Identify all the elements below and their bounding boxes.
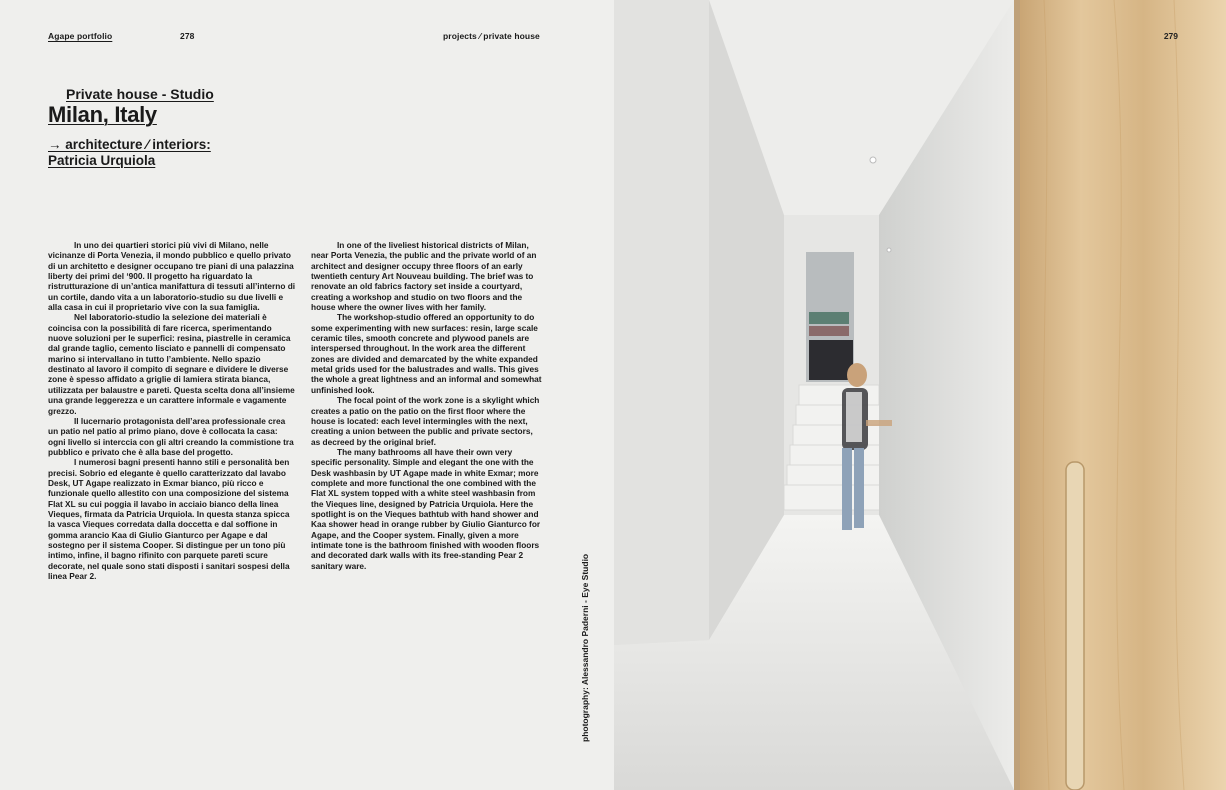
italian-text-column [48,240,296,581]
page-number-right: 279 [1163,31,1178,41]
page-number-left: 278 [180,31,195,41]
paragraph: In one of the liveliest historical districts of Milan, near Porta Venezia, the public and the private world of an architect and designer occupy three floors of an early twentieth century Art Nouveau building. The brief was to renovate an old fabrics factory set inside a courtyard, creating a workshop and studio on two floors and the house where the owner lives with her family. [311,240,537,313]
paragraph: I numerosi bagni presenti hanno stili e personalità ben precisi. Sobrio ed elegante è quello caratterizzato dal lavabo Desk, UT Agape realizzato in Exmar bianco, più ricco e funzionale quello allestito con una composizione del sistema Flat XL su cui poggia il lavabo in acciaio bianco della linea Vieques, firmata da Patricia Urquiola. In questa stanza spicca la vasca Vieques corredata dalla doccetta e dal soffione in gomma arancio Kaa di Giulio Gianturco per Agape e dal sostegno per il sistema Cooper. Si distingue per un tono più intimo, infine, il bagno rifinito con parquete pareti scure decorate, nel quale sono stati disposti i sanitari sospesi della linea Pear 2. [48,457,290,581]
section-header: projects ⁄ private house [443,31,540,41]
article-title: Milan, Italy [48,102,157,127]
paragraph: The many bathrooms all have their own very specific personality. Simple and elegant the one with the Desk washbasin by UT Agape made in white Exmar; more complete and more functional the one combined with the Flat XL system topped with a white steel washbasin from the Vieques line, designed by Patricia Urquiola. Here the spotlight is on the Vieques bathtub with hand shower and Kaa shower head in orange rubber by Giulio Gianturco for Agape, and the Cooper system. Finally, given a more intimate tone is the bathroom finished with wooden floors and decorated dark walls with its free-standing Pear 2 sanitary ware. [311,446,541,571]
paragraph: Nel laboratorio-studio la selezione dei materiali è coincisa con la possibilità di fare ricerca, sperimentando nuove soluzioni per le superfici: resina, piastrelle in ceramica dal grande taglio, cemento lisciato e pannelli di compensato marino si intervallano in tutto l’ambiente. Nello spazio destinato al lavoro il compito di segnare e dividere le diverse zone è spesso affidato a griglie di lamiera stirata bianca, utilizzata per balaustre e pareti. Questa scelta dona all’insieme una grande leggerezza e un carattere informale e vagamente grezzo. [48,312,295,416]
right-page [614,0,1226,790]
photo-credit: photography: Alessandro Paderni - Eye Studio [580,553,590,742]
credit-role: → architecture ⁄ interiors: [48,137,211,152]
paragraph: In uno dei quartieri storici più vivi di Milano, nelle vicinanze di Porta Venezia, il mondo pubblico e quello privato di un architetto e designer occupano tre piani di una palazzina liberty dei primi del ‘900. Il progetto ha riguardato la ristrutturazione di un’antica manifattura di tessuti all’interno di un cortile, dando vita a un laboratorio-studio su due livelli e alla casa in cui il proprietario vive con la sua famiglia. [48,240,296,313]
architect-name: Patricia Urquiola [48,153,156,168]
english-text-column [311,240,543,571]
portfolio-header: Agape portfolio [48,31,113,41]
article-subtitle: Private house - Studio [66,86,214,102]
paragraph: The focal point of the work zone is a skylight which creates a patio on the patio on the first floor where the house is located: each level intermingles with the next, creating a union between the public and private sectors, as decreed by the original brief. [311,395,540,447]
corridor-photo [614,0,1226,790]
paragraph: Il lucernario protagonista dell’area professionale crea un patio nel patio al primo piano, dove è collocata la casa: ogni livello si interccia con gli altri creando la commistione tra pubblico e privato che è alla base del progetto. [48,415,294,457]
paragraph: The workshop-studio offered an opportunity to do some experimenting with new surfaces: resin, large scale ceramic tiles, smooth concrete and plywood panels are interspersed throughout. In the work area the different zones are divided and demarcated by the white expanded metal grids used for the balustrades and walls. This gives the whole a great lightness and an informal and somewhat unfinished look. [311,312,542,395]
architect-credit [48,137,211,169]
